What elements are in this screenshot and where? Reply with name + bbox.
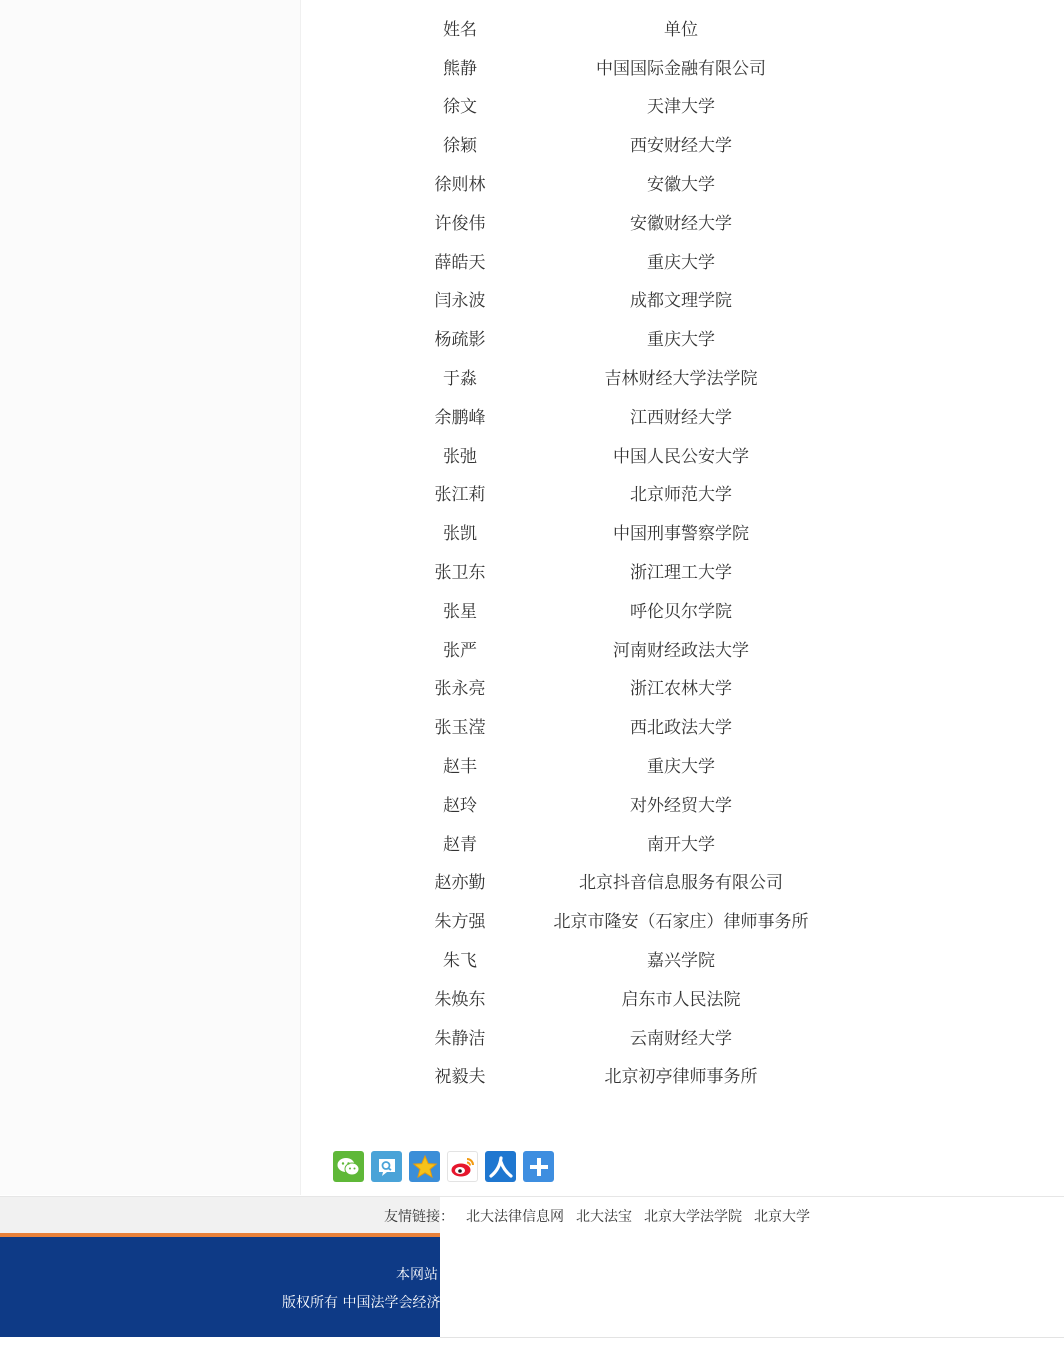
left-sidebar-background [0,0,301,1195]
header-unit: 单位 [664,19,698,40]
table-row [380,202,822,241]
member-name: 朱静洁 [434,1028,486,1049]
member-unit: 西北政法大学 [630,718,732,739]
link-pku[interactable]: 北京大学 [754,1209,810,1225]
member-unit: 嘉兴学院 [647,951,715,972]
weibo-icon[interactable] [447,1151,478,1182]
table-row [380,124,822,163]
links-bar-strip [0,1197,440,1235]
member-name: 朱方强 [434,912,486,933]
members-table [380,8,822,1094]
renren-icon[interactable] [485,1151,516,1182]
table-row [380,357,822,396]
table-row [380,512,822,551]
table-row [380,668,822,707]
member-unit: 重庆大学 [647,330,715,351]
member-name: 于淼 [443,369,477,390]
member-name: 朱飞 [443,951,477,972]
table-row [380,86,822,125]
member-unit: 北京初亭律师事务所 [604,1067,758,1088]
table-row [380,939,822,978]
member-name: 朱焕东 [434,989,486,1010]
member-name: 张星 [443,601,477,622]
member-unit: 安徽大学 [647,175,715,196]
member-unit: 成都文理学院 [630,291,732,312]
table-row [380,706,822,745]
member-name: 赵亦勤 [434,873,486,894]
member-unit: 重庆大学 [647,252,715,273]
member-name: 祝毅夫 [434,1067,486,1088]
member-name: 赵青 [443,834,477,855]
table-row [380,241,822,280]
table-row [380,862,822,901]
favorite-star-icon[interactable] [409,1151,440,1182]
member-unit: 南开大学 [647,834,715,855]
table-row [380,474,822,513]
member-name: 徐颖 [443,136,477,157]
member-unit: 云南财经大学 [630,1028,732,1049]
member-unit: 呼伦贝尔学院 [630,601,732,622]
footer-bottom-rule [440,1337,1064,1338]
link-pku-law-school[interactable]: 北京大学法学院 [644,1209,742,1225]
table-row [380,551,822,590]
member-unit: 天津大学 [647,97,715,118]
table-row [380,590,822,629]
table-row [380,1017,822,1056]
qzone-icon[interactable] [371,1151,402,1182]
member-name: 杨疏影 [434,330,486,351]
member-name: 赵丰 [443,757,477,778]
member-name: 余鹏峰 [434,407,486,428]
share-bar [333,1151,554,1182]
footer-copyright: 版权所有 中国法学会经济 [282,1295,440,1311]
member-unit: 中国人民公安大学 [613,446,749,467]
wechat-icon[interactable] [333,1151,364,1182]
member-unit: 安徽财经大学 [630,213,732,234]
member-name: 赵玲 [443,795,477,816]
member-unit: 北京抖音信息服务有限公司 [579,873,783,894]
member-unit: 对外经贸大学 [630,795,732,816]
member-unit: 西安财经大学 [630,136,732,157]
member-name: 许俊伟 [434,213,486,234]
member-name: 薛皓天 [434,252,486,273]
header-name: 姓名 [443,19,477,40]
member-unit: 江西财经大学 [630,407,732,428]
table-header-row [380,8,822,47]
footer-notice: 本网站 [396,1267,438,1283]
friendly-links [384,1206,810,1226]
member-name: 张玉滢 [434,718,486,739]
member-unit: 浙江农林大学 [630,679,732,700]
friendly-links-bar [0,1196,1064,1235]
member-unit: 河南财经政法大学 [613,640,749,661]
table-row [380,745,822,784]
member-name: 张卫东 [434,563,486,584]
member-unit: 重庆大学 [647,757,715,778]
member-name: 闫永波 [434,291,486,312]
member-unit: 吉林财经大学法学院 [604,369,758,390]
member-name: 徐文 [443,97,477,118]
member-name: 徐则林 [434,175,486,196]
member-name: 熊静 [443,58,477,79]
member-unit: 北京市隆安（石家庄）律师事务所 [553,912,809,933]
table-row [380,435,822,474]
member-unit: 启东市人民法院 [621,989,741,1010]
member-name: 张弛 [443,446,477,467]
member-unit: 中国国际金融有限公司 [596,58,766,79]
table-row [380,784,822,823]
table-body [380,47,822,1095]
member-name: 张永亮 [434,679,486,700]
table-row [380,280,822,319]
member-name: 张凯 [443,524,477,545]
table-row [380,163,822,202]
table-row [380,900,822,939]
table-row [380,1056,822,1095]
friendly-links-label: 友情链接： [384,1209,454,1225]
table-row [380,629,822,668]
table-row [380,47,822,86]
table-row [380,318,822,357]
member-name: 张江莉 [434,485,486,506]
link-pku-law-info[interactable]: 北大法律信息网 [466,1209,564,1225]
table-row [380,823,822,862]
table-row [380,978,822,1017]
footer [0,1237,440,1337]
member-name: 张严 [443,640,477,661]
member-unit: 浙江理工大学 [630,563,732,584]
member-unit: 中国刑事警察学院 [613,524,749,545]
member-unit: 北京师范大学 [630,485,732,506]
link-pkulaw[interactable]: 北大法宝 [576,1209,632,1225]
more-plus-icon[interactable] [523,1151,554,1182]
table-row [380,396,822,435]
